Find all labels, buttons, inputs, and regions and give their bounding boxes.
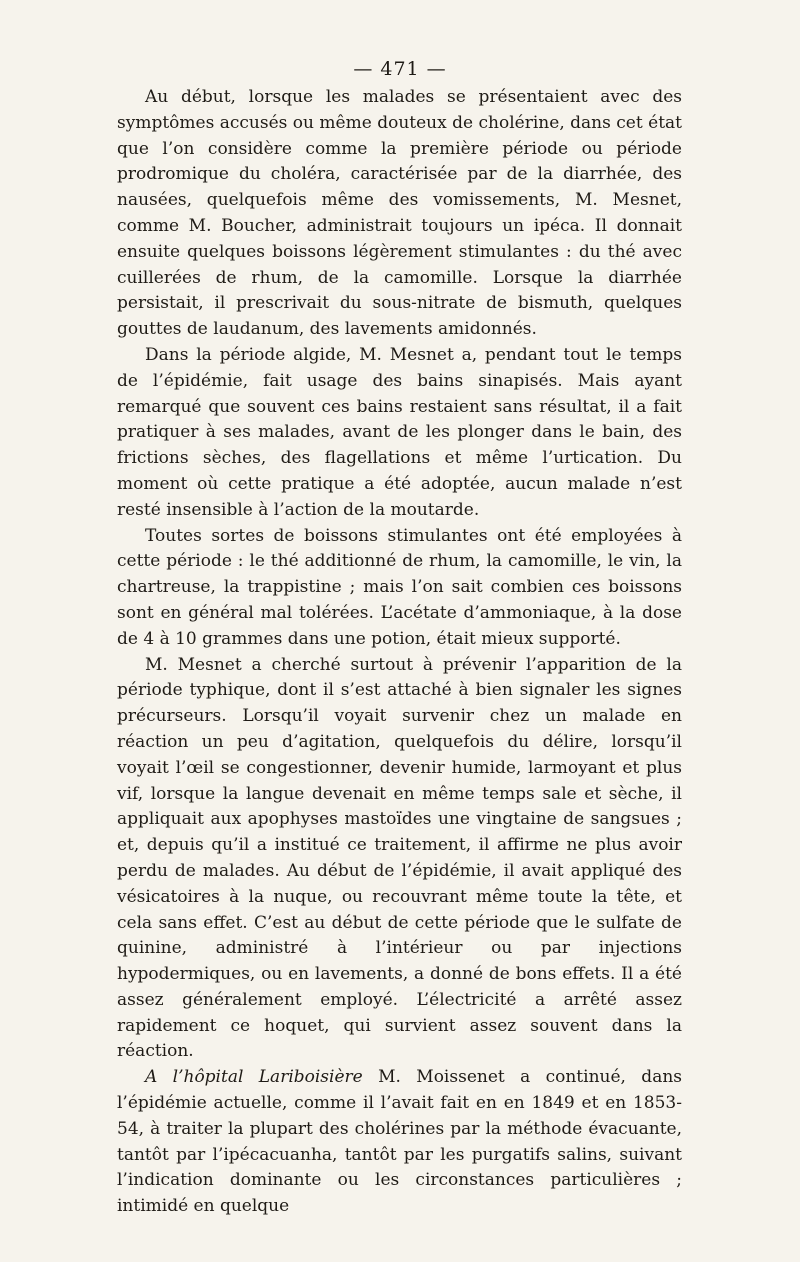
paragraph: Au début, lorsque les malades se présentaient avec des symptômes accusés ou même douteux de cholérine, dans cet état que l’on considère comme la première période ou période prodromique du choléra, caractérisée par de la diarrhée, des nausées, quelquefois même des vomissements, M. Mesnet, comme M. Boucher, administrait toujours un ipéca. Il donnait ensuite quelques boissons légèrement stimulantes : du thé avec cuillerées de rhum, de la camomille. Lorsque la diarrhée persistait, il prescrivait du sous-nitrate de bismuth, quelques gouttes de laudanum, des lavements amidonnés.: [117, 87, 682, 340]
paragraph-text: M. Moissenet a continué, dans l’épidémie actuelle, comme il l’avait fait en en 1849 et en 1853-54, à traiter la plupart des cholérines par la méthode évacuante, tantôt par l’ipécacuanha, tantôt par les purgatifs salins, suivant l’indication dominante ou les circonstances particulières ; intimidé en quelque: [117, 1067, 682, 1217]
body-text: [117, 85, 682, 1220]
page-number: — 471 —: [353, 58, 447, 80]
paragraph: Toutes sortes de boissons stimulantes ont été employées à cette période : le thé additionné de rhum, la camomille, le vin, la chartreuse, la trappistine ; mais l’on sait combien ces boissons sont en général mal tolérées. L’acétate d’ammoniaque, à la dose de 4 à 10 grammes dans une potion, était mieux supporté.: [117, 525, 682, 649]
paragraph: Dans la période algide, M. Mesnet a, pendant tout le temps de l’épidémie, fait usage des bains sinapisés. Mais ayant remarqué que souvent ces bains restaient sans résultat, il a fait pratiquer à ses malades, avant de les plonger dans le bain, des frictions sèches, des flagellations et même l’urtication. Du moment où cette pratique a été adoptée, aucun malade n’est resté insensible à l’action de la moutarde.: [117, 344, 682, 520]
italic-lead: A l’hôpital Lariboisière: [145, 1067, 363, 1088]
paragraph: [117, 1065, 682, 1220]
paragraph: M. Mesnet a cherché surtout à prévenir l’apparition de la période typhique, dont il s’est attaché à bien signaler les signes précurseurs. Lorsqu’il voyait survenir chez un malade en réaction un peu d’agitation, quelquefois du délire, lorsqu’il voyait l’œil se congestionner, devenir humide, larmoyant et plus vif, lorsque la langue devenait en même temps sale et sèche, il appliquait aux apophyses mastoïdes une vingtaine de sangsues ; et, depuis qu’il a institué ce traitement, il affirme ne plus avoir perdu de malades. Au début de l’épidémie, il avait appliqué des vésicatoires à la nuque, ou recouvrant même toute la tête, et cela sans effet. C’est au début de cette période que le sulfate de quinine, administré à l’intérieur ou par injections hypodermiques, ou en lavements, a donné de bons effets. Il a été assez généralement employé. L’électricité a arrêté assez rapidement ce hoquet, qui survient assez souvent dans la réaction.: [117, 654, 682, 1062]
